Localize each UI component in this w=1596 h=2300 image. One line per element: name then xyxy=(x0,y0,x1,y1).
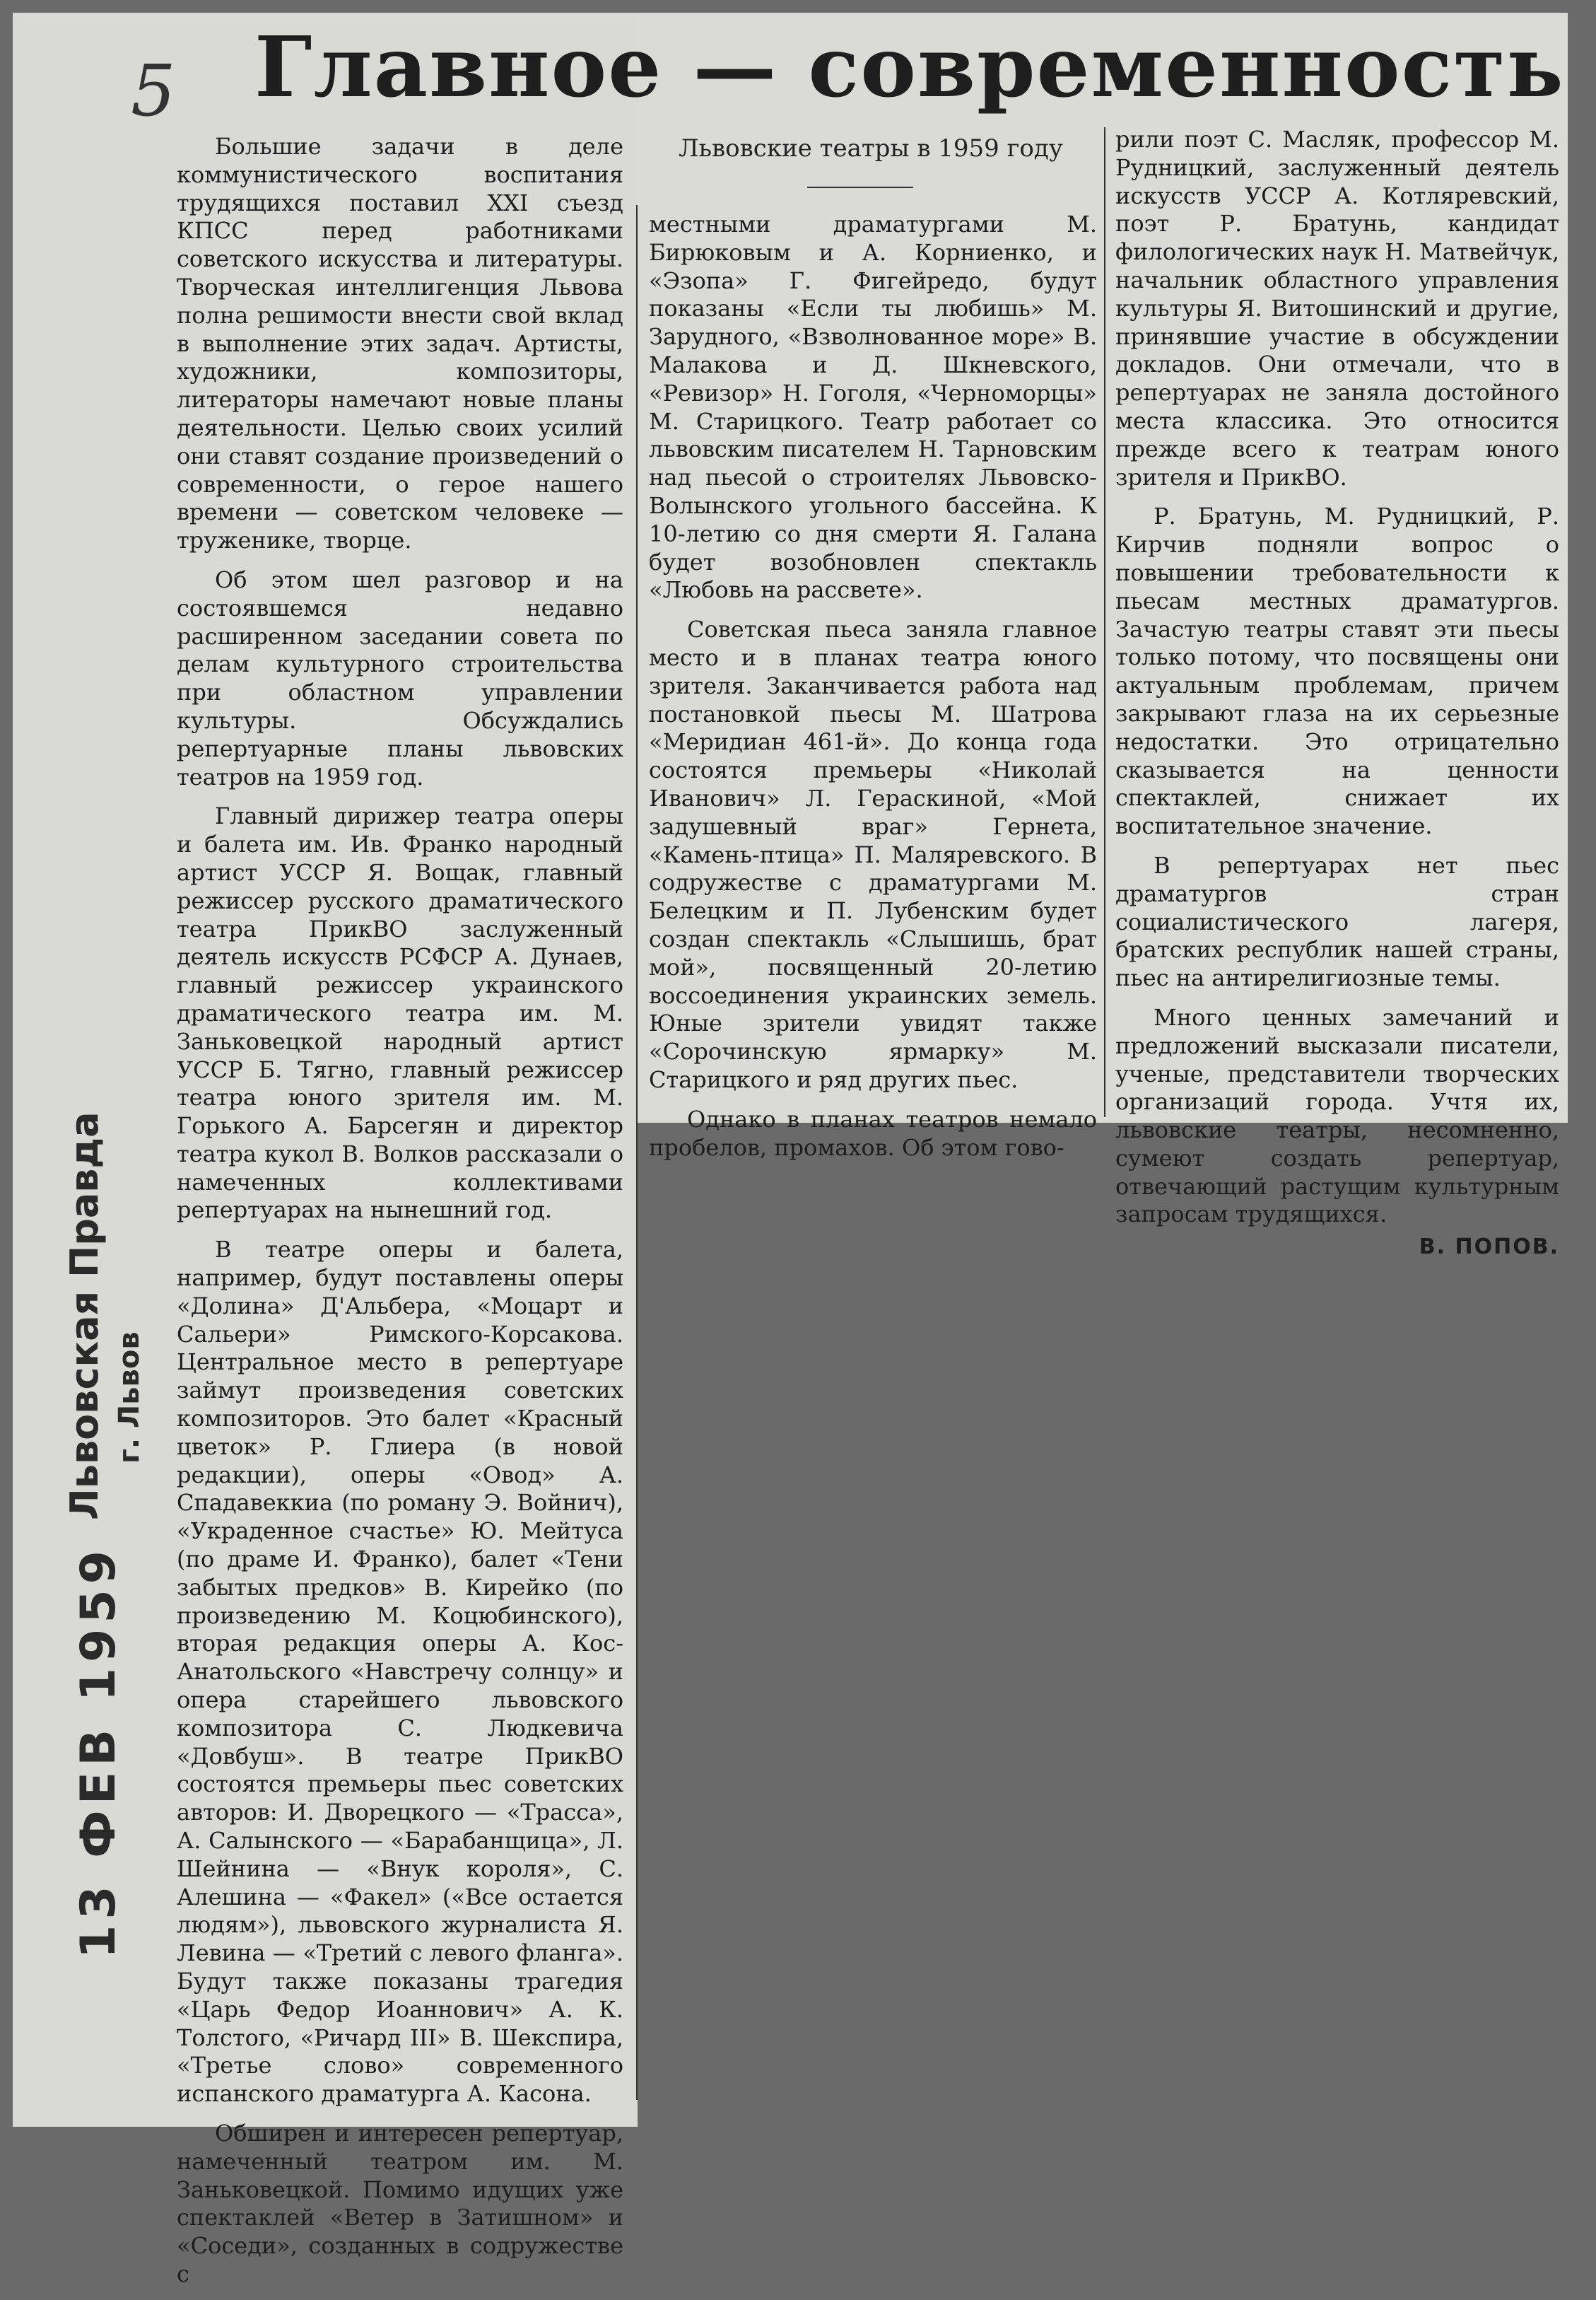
paragraph: Р. Братунь, М. Рудницкий, Р. Кирчив подняли вопрос о повышении требовательности к пьесам местных драматургов. Зачастую театры ставят эти пьесы только потому, что посвящены они актуальным проблемам, причем закрывают глаза на их серьезные недостатки. Это отрицательно сказывается на ценности спектаклей, снижает их воспитательное значение. xyxy=(1115,503,1559,840)
paragraph: местными драматургами М. Бирюковым и А. Корниенко, и «Эзопа» Г. Фигейредо, будут показаны «Если ты любишь» М. Зарудного, «Взволнованное море» В. Малакова и Д. Шкневского, «Ревизор» Н. Гоголя, «Черноморцы» М. Старицкого. Театр работает со львовским писателем Н. Тарновским над пьесой о строителях Львовско-Волынского угольного бассейна. К 10-летию со дня смерти Я. Галана будет возобновлен спектакль «Любовь на рассвете». xyxy=(649,211,1097,604)
stamp-city: г. Львов xyxy=(113,1331,146,1464)
paragraph: Обширен и интересен репертуар, намеченный театром им. М. Заньковецкой. Помимо идущих уже спектаклей «Ветер в Затишном» и «Соседи», созданных в содружестве с xyxy=(177,2119,623,2287)
paragraph: Много ценных замечаний и предложений высказали писатели, ученые, представители творческих организаций города. Учтя их, львовские театры, несомненно, сумеют создать репертуар, отвечающий растущим культурным запросам трудящихся. xyxy=(1115,1003,1559,1228)
paragraph: Советская пьеса заняла главное место и в планах театра юного зрителя. Заканчивается работа над постановкой пьесы М. Шатрова «Меридиан 461-й». До конца года состоятся премьеры «Николай Иванович» Л. Гераскиной, «Мой задушевный враг» Гернета, «Камень-птица» П. Маляревского. В содружестве с драматургами М. Белецким и П. Лубенским будет создан спектакль «Слышишь, брат мой», посвященный 20-летию воссоединения украинских земель. Юные зрители увидят также «Сорочинскую ярмарку» М. Старицкого и ряд других пьес. xyxy=(649,616,1097,1093)
column-divider-2 xyxy=(1104,127,1105,1117)
stamp-newspaper-name: Львовская Правда xyxy=(62,1111,107,1520)
paragraph: рили поэт С. Масляк, профессор М. Рудницкий, заслуженный деятель искусств УССР А. Котляревский, поэт Р. Братунь, кандидат филологических наук Н. Матвейчук, начальник областного управления культуры Я. Витошинский и другие, принявшие участие в обсуждении докладов. Они отмечали, что в репертуарах не заняла достойного места классика. Это относится прежде всего к театрам юного зрителя и ПрикВО. xyxy=(1115,126,1559,491)
paragraph: Об этом шел разговор и на состоявшемся недавно расширенном заседании совета по делам культурного строительства при областном управлении культуры. Обсуждались репертуарные планы львовских театров на 1959 год. xyxy=(177,566,623,790)
article-column-1 xyxy=(177,133,623,2300)
article-column-2 xyxy=(649,211,1097,1173)
subtitle-rule xyxy=(807,187,913,188)
paragraph: Большие задачи в деле коммунистического воспитания трудящихся поставил XXI съезд КПСС перед работниками советского искусства и литературы. Творческая интеллигенция Львова полна решимости внести свой вклад в выполнение этих задач. Артисты, художники, композиторы, литераторы намечают новые планы деятельности. Целью своих усилий они ставят создание произведений о современности, о герое нашего времени — советском человеке — труженике, творце. xyxy=(177,133,623,554)
paragraph: Главный дирижер театра оперы и балета им. Ив. Франко народный артист УССР Я. Вощак, главный режиссер русского драматического театра ПрикВО заслуженный деятель искусств РСФСР А. Дунаев, главный режиссер украинского драматического театра им. М. Заньковецкой народный артист УССР Б. Тягно, главный режиссер театра юного зрителя им. М. Горького А. Барсегян и директор театра кукол В. Волков рассказали о намеченных коллективами репертуарах на нынешний год. xyxy=(177,802,623,1224)
stamp-date: 13 ФЕВ 1959 xyxy=(71,1545,127,1958)
paragraph: В репертуарах нет пьес драматургов стран социалистического лагеря, братских республик нашей страны, пьес на антирелигиозные темы. xyxy=(1115,851,1559,992)
paragraph: В театре оперы и балета, например, будут поставлены оперы «Долина» Д'Альбера, «Моцарт и Сальери» Римского-Корсакова. Центральное место в репертуаре займут произведения советских композиторов. Это балет «Красный цветок» Р. Глиера (в новой редакции), оперы «Овод» А. Спадавеккиа (по роману Э. Войнич), «Украденное счастье» Ю. Мейтуса (по драме И. Франко), балет «Тени забытых предков» В. Кирейко (по произведению М. Коцюбинского), вторая редакция оперы А. Кос-Анатольского «Навстречу солнцу» и опера старейшего львовского композитора С. Людкевича «Довбуш». В театре ПрикВО состоятся премьеры пьес советских авторов: И. Дворецкого — «Трасса», А. Салынского — «Барабанщица», Л. Шейнина — «Внук короля», С. Алешина — «Факел» («Все остается людям»), львовского журналиста Я. Левина — «Третий с левого фланга». Будут также показаны трагедия «Царь Федор Иоаннович» А. К. Толстого, «Ричард III» В. Шекспира, «Третье слово» современного испанского драматурга А. Касона. xyxy=(177,1236,623,2108)
column-divider-1 xyxy=(636,205,638,2100)
author-signature: В. ПОПОВ. xyxy=(1419,1234,1559,1260)
paragraph: Однако в планах театров немало пробелов, промахов. Об этом гово- xyxy=(649,1105,1097,1161)
article-column-3 xyxy=(1115,126,1559,1261)
handwritten-page-number: 5 xyxy=(131,49,176,132)
subtitle: Львовские театры в 1959 году xyxy=(679,134,1063,163)
headline: Главное — современность xyxy=(254,18,1565,116)
